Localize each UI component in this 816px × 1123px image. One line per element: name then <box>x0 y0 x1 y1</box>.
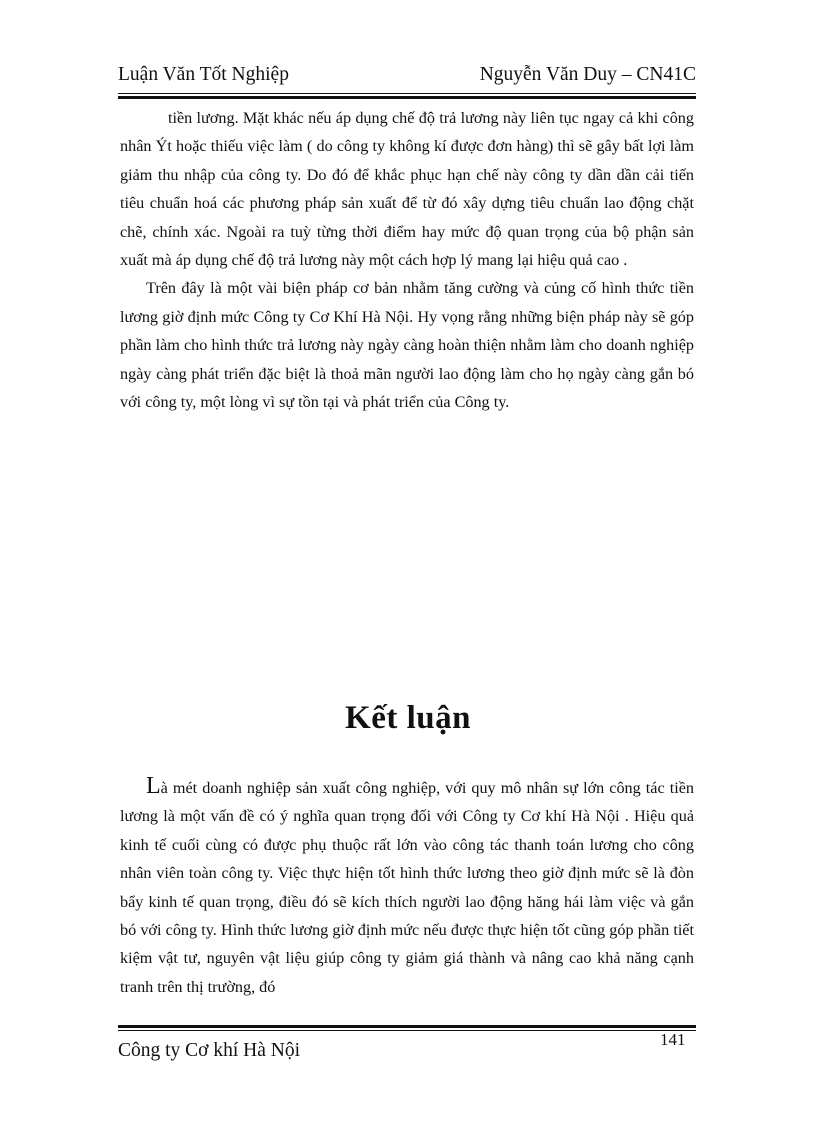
header-author: Nguyễn Văn Duy – CN41C <box>479 64 696 85</box>
paragraph-summary: Trên đây là một vài biện pháp cơ bản nhằm tăng cường và củng cố hình thức tiền lương giờ định mức Công ty Cơ Khí Hà Nội. Hy vọng rằng những biện pháp này sẽ góp phần làm cho hình thức trả lương này ngày càng hoàn thiện nhằm làm cho doanh nghiệp ngày càng phát triển đặc biệt là thoả mãn người lao động làm cho họ ngày càng gắn bó với công ty, một lòng vì sự tồn tại và phát triển của Công ty. <box>120 279 694 412</box>
footer-rule-thick <box>118 1025 696 1028</box>
page-header <box>118 58 696 94</box>
conclusion-heading: Kết luận <box>345 700 471 736</box>
conclusion-body <box>120 772 694 1001</box>
footer-rule-thin <box>118 1030 696 1031</box>
footer-company: Công ty Cơ khí Hà Nội <box>118 1040 301 1061</box>
header-rule-thin <box>118 93 696 94</box>
header-thesis-title: Luận Văn Tốt Nghiệp <box>118 64 289 85</box>
conclusion-paragraph <box>120 772 694 1001</box>
header-rule-thick <box>118 96 696 99</box>
paragraph-continuation: tiền lương. Mặt khác nếu áp dụng chế độ trả lương này liên tục ngay cả khi công nhân Ýt hoặc thiếu việc làm ( do công ty không kí được đơn hàng) thì sẽ gây bất lợi làm giảm thu nhập của công ty. Do đó để khắc phục hạn chế này công ty dần dần cải tiến tiêu chuẩn hoá các phương pháp sản xuất để từ đó xây dựng tiêu chuẩn lao động chặt chẽ, chính xác. Ngoài ra tuỳ từng thời điểm hay mức độ quan trọng của bộ phận sản xuất mà áp dụng chế độ trả lương này một cách hợp lý mang lại hiệu quả cao . <box>120 109 694 270</box>
dropcap-letter: L <box>146 773 161 799</box>
conclusion-text: à mét doanh nghiệp sản xuất công nghiệp, với quy mô nhân sự lớn công tác tiền lương là một vấn đề có ý nghĩa quan trọng đối với Công ty Cơ khí Hà Nội . Hiệu quả kinh tế cuối cùng có được phụ thuộc rất lớn vào công tác thanh toán lương cho công nhân viên toàn công ty. Việc thực hiện tốt hình thức lương theo giờ định mức sẽ là đòn bẩy kinh tế quan trọng, điều đó sẽ kích thích người lao động hăng hái làm việc và gắn bó với công ty. Hình thức lương giờ định mức nếu được thực hiện tốt cũng góp phần tiết kiệm vật tư, nguyên vật liệu giúp công ty giảm giá thành và nâng cao khả năng cạnh tranh trên thị trường, đó <box>120 779 694 996</box>
body-text <box>120 104 694 416</box>
page-number: 141 <box>660 1030 686 1049</box>
